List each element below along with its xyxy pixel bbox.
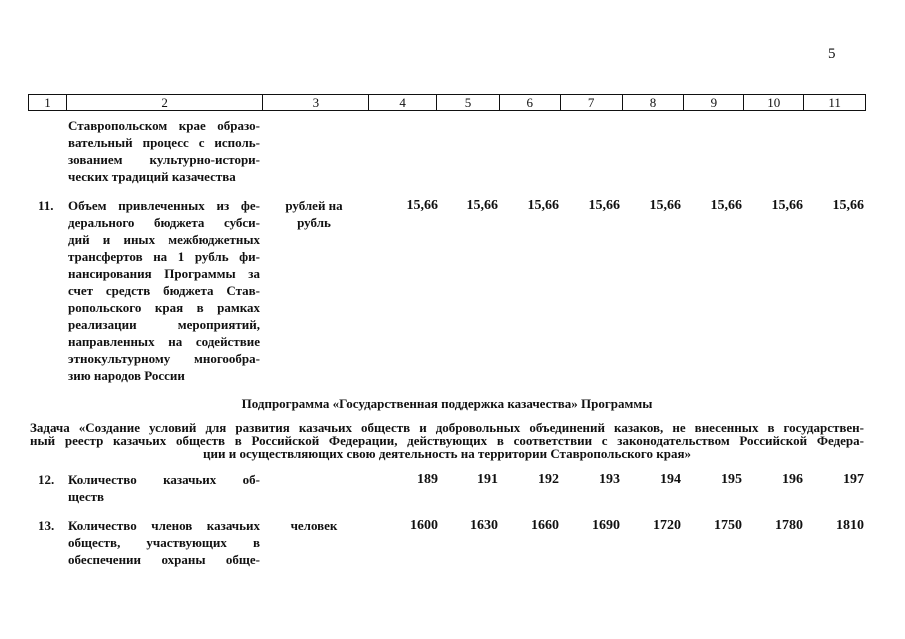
header-cell: 10 (744, 95, 804, 110)
text-line: человек (290, 518, 338, 533)
text-line: ный реестр казачьих обществ в Российской Федерации, действующих в соответствии с законодательством Российской Федера- (30, 433, 864, 448)
header-cell: 7 (561, 95, 623, 110)
value-cell: 191 (477, 472, 498, 487)
value-cell: 15,66 (771, 198, 803, 213)
text-line: ции и осуществляющих свою деятельность на территории Ставропольского края» (203, 446, 691, 461)
table-header-row (28, 94, 866, 111)
indicator-text (68, 471, 260, 505)
text-line: ществ (68, 489, 105, 504)
text-line: Объем привлеченных из фе- (68, 198, 260, 213)
unit-text (270, 197, 358, 231)
indicator-text (68, 197, 260, 384)
value-cell: 15,66 (527, 198, 559, 213)
text-line: ческих традиций казачества (68, 169, 236, 184)
header-cell: 9 (684, 95, 744, 110)
value-cell: 15,66 (832, 198, 864, 213)
text-line: обеспечении охраны обще- (68, 552, 260, 567)
text-line: рублей на (285, 198, 343, 213)
text-line: реализации мероприятий, (68, 317, 260, 332)
continued-indicator-text (68, 117, 260, 185)
value-cell: 196 (782, 472, 803, 487)
value-cell: 197 (843, 472, 864, 487)
header-cell: 2 (67, 95, 264, 110)
text-line: Количество казачьих об- (68, 472, 260, 487)
unit-text (270, 517, 358, 534)
text-line: направленных на содействие (68, 334, 260, 349)
text-line: трансфертов на 1 рубль фи- (68, 249, 260, 264)
text-line: зованием культурно-истори- (68, 152, 260, 167)
text-line: нансирования Программы за (68, 266, 260, 281)
value-cell: 15,66 (649, 198, 681, 213)
value-cell: 1810 (836, 518, 864, 533)
value-cell: 1630 (470, 518, 498, 533)
value-cell: 15,66 (466, 198, 498, 213)
value-cell: 193 (599, 472, 620, 487)
header-cell: 4 (369, 95, 437, 110)
row-number: 11. (38, 198, 54, 213)
value-cell: 15,66 (406, 198, 438, 213)
text-line: счет средств бюджета Став- (68, 283, 260, 298)
value-cell: 1660 (531, 518, 559, 533)
value-cell: 1780 (775, 518, 803, 533)
value-cell: 1600 (410, 518, 438, 533)
text-line: зию народов России (68, 368, 185, 383)
header-cell: 1 (29, 95, 67, 110)
value-cell: 192 (538, 472, 559, 487)
text-line: дерального бюджета субси- (68, 215, 260, 230)
header-cell: 6 (500, 95, 561, 110)
subprogram-task (30, 421, 864, 460)
header-cell: 5 (437, 95, 500, 110)
value-cell: 194 (660, 472, 681, 487)
value-cell: 1750 (714, 518, 742, 533)
indicator-text (68, 517, 260, 568)
value-cell: 15,66 (710, 198, 742, 213)
text-line: вательный процесс с исполь- (68, 135, 260, 150)
value-cell: 1690 (592, 518, 620, 533)
row-number: 13. (38, 518, 55, 533)
page-number: 5 (828, 46, 836, 62)
header-cell: 11 (828, 95, 841, 110)
text-line: ропольского края в рамках (68, 300, 260, 315)
text-line: Задача «Создание условий для развития казачьих обществ и добровольных объединений казаков, не внесенных в государствен- (30, 420, 864, 435)
text-line: дий и иных межбюджетных (68, 232, 260, 247)
value-cell: 189 (417, 472, 438, 487)
text-line: Ставропольском крае образо- (68, 118, 260, 133)
value-cell: 15,66 (588, 198, 620, 213)
value-cell: 195 (721, 472, 742, 487)
header-cell: 8 (623, 95, 685, 110)
text-line: Количество членов казачьих (68, 518, 260, 533)
text-line: рубль (297, 215, 331, 230)
row-number: 12. (38, 472, 55, 487)
subprogram-title: Подпрограмма «Государственная поддержка казачества» Программы (241, 396, 653, 411)
text-line: этнокультурному многообра- (68, 351, 260, 366)
text-line: обществ, участвующих в (68, 535, 260, 550)
header-cell: 3 (263, 95, 369, 110)
value-cell: 1720 (653, 518, 681, 533)
